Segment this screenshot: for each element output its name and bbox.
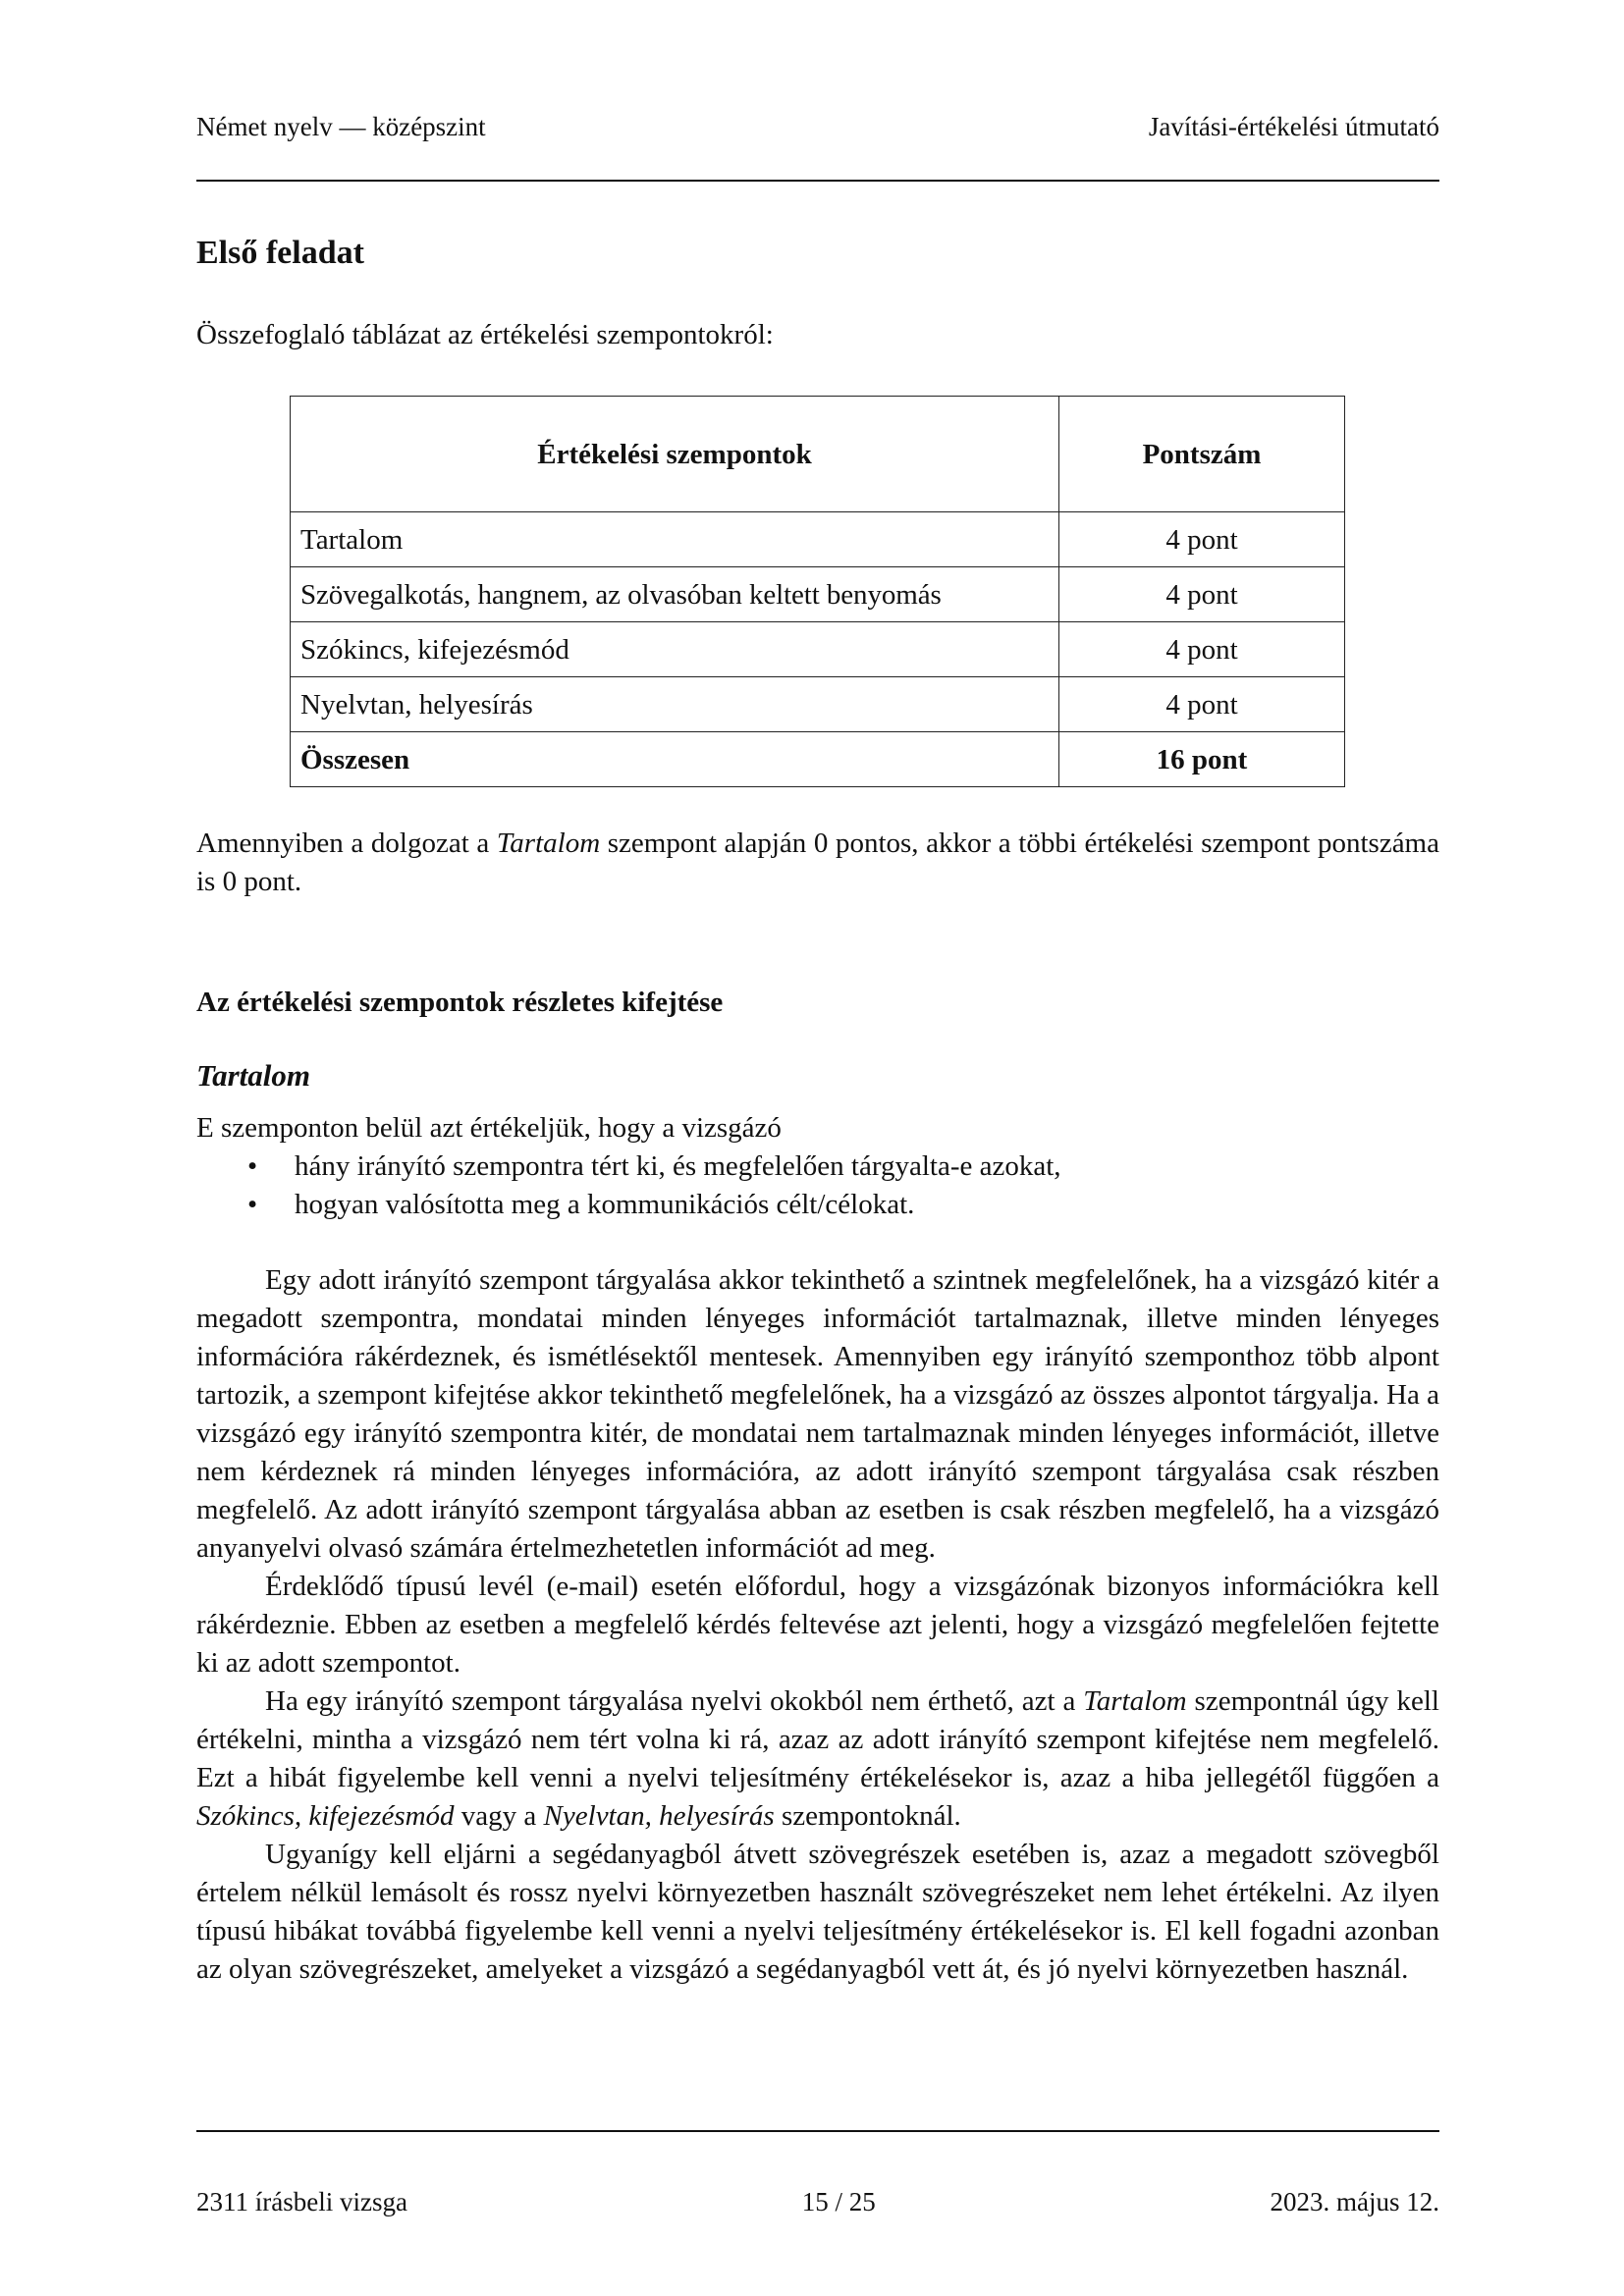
page-number: 15 / 25 [801, 2187, 876, 2216]
points-cell: 4 pont [1059, 677, 1345, 732]
page-footer [196, 2185, 1439, 2218]
list-item-text: hogyan valósította meg a kommunikációs célt/célokat. [295, 1189, 915, 1220]
italic-term: Nyelvtan, helyesírás [543, 1800, 775, 1832]
paragraph: Érdeklődő típusú levél (e-mail) esetén előfordul, hogy a vizsgázónak bizonyos információkra kell rákérdeznie. Ebben az esetben a megfelelő kérdés feltevése azt jelenti, hogy a vizsgázó megfelelően fejtette ki az adott szempontot. [196, 1571, 1439, 1679]
list-item [247, 1148, 1439, 1186]
bullet-list [196, 1148, 1439, 1224]
table-header-row [291, 397, 1345, 512]
note-italic-term: Tartalom [496, 828, 601, 859]
criterion-cell: Nyelvtan, helyesírás [291, 677, 1059, 732]
header-points: Pontszám [1059, 397, 1345, 512]
header-criteria: Értékelési szempontok [291, 397, 1059, 512]
paragraph: Egy adott irányító szempont tárgyalása akkor tekinthető a szintnek megfelelőnek, ha a vizsgázó kitér a megadott szempontra, mondatai minden lényeges információt tartalmaznak, illetve minden lényeges információra rákérdeznek, és ismétlésektől mentesek. Amennyiben egy irányító szemponthoz több alpont tartozik, a szempont kifejtése akkor tekinthető megfelelőnek, ha a vizsgázó az összes alpontot tárgyalja. Ha a vizsgázó egy irányító szempontra kitér, de mondatai nem tartalmaznak minden lényeges információt, illetve nem kérdeznek rá minden lényeges információra, az adott irányító szempont tárgyalása csak részben megfelelő. Az adott irányító szempont tárgyalása abban az esetben is csak részben megfelelő, ha a vizsgázó anyanyelvi olvasó számára értelmezhetetlen információt ad meg. [196, 1264, 1439, 1564]
header-subject: Német nyelv — középszint [196, 112, 486, 141]
table-row [291, 512, 1345, 567]
bullet-icon: • [247, 1150, 258, 1182]
detail-title: Az értékelési szempontok részletes kifejtése [196, 987, 724, 1018]
table-intro: Összefoglaló táblázat az értékelési szempontokról: [196, 319, 774, 350]
table-row [291, 677, 1345, 732]
italic-term: Szókincs, kifejezésmód [196, 1800, 455, 1832]
criterion-cell: Tartalom [291, 512, 1059, 567]
header-doc-type: Javítási-értékelési útmutató [1148, 112, 1439, 141]
italic-term: Tartalom [1083, 1685, 1187, 1717]
header-divider [196, 180, 1439, 182]
note-text-after: szempont alapján 0 pontos, akkor a többi értékelési szempont pontszáma is 0 pont. [196, 828, 1439, 897]
page-content [196, 232, 1439, 1989]
paragraph [196, 1682, 1439, 1836]
paragraph: Ugyanígy kell eljárni a segédanyagból átvett szövegrészek esetében is, azaz a megadott szövegből értelem nélkül lemásolt és rossz nyelvi környezetben használt szövegrészeket nem lehet értékelni. Az ilyen típusú hibákat továbbá figyelembe kell venni a nyelvi teljesítmény értékelésekor is. El kell fogadni azonban az olyan szövegrészeket, amelyeket a vizsgázó a segédanyagból vett át, és jó nyelvi környezetben használ. [196, 1839, 1439, 1985]
criterion-cell: Szókincs, kifejezésmód [291, 622, 1059, 677]
subsection-title: Tartalom [196, 1058, 310, 1093]
page-header [196, 110, 1439, 143]
criterion-cell: Szövegalkotás, hangnem, az olvasóban keltett benyomás [291, 567, 1059, 622]
content-rule-note [196, 825, 1439, 901]
paragraph-text: szempontnál úgy kell értékelni, mintha a vizsgázó nem tért volna ki rá, azaz az adott irányító szempont kifejtése nem megfelelő. Ezt a hibát figyelembe kell venni a nyelvi teljesítmény értékelésekor is, azaz a hiba jellegétől függően a [196, 1685, 1439, 1793]
table-total-row [291, 732, 1345, 787]
list-item [247, 1186, 1439, 1224]
points-cell: 4 pont [1059, 512, 1345, 567]
criteria-table [290, 396, 1345, 787]
points-cell: 4 pont [1059, 622, 1345, 677]
footer-exam-code: 2311 írásbeli vizsga [196, 2187, 407, 2216]
table-row [291, 622, 1345, 677]
list-item-text: hány irányító szempontra tért ki, és megfelelően tárgyalta-e azokat, [295, 1150, 1061, 1182]
total-label: Összesen [291, 732, 1059, 787]
paragraph-text: vagy a [454, 1800, 544, 1832]
paragraph-text: Ha egy irányító szempont tárgyalása nyelvi okokból nem érthető, azt a [265, 1685, 1084, 1717]
total-points: 16 pont [1059, 732, 1345, 787]
paragraph-text: szempontoknál. [774, 1800, 961, 1832]
lead-text: E szemponton belül azt értékeljük, hogy a vizsgázó [196, 1112, 782, 1144]
table-row [291, 567, 1345, 622]
footer-date: 2023. május 12. [1270, 2187, 1439, 2216]
bullet-icon: • [247, 1189, 258, 1220]
note-text-before: Amennyiben a dolgozat a [196, 828, 497, 859]
footer-divider [196, 2130, 1439, 2132]
section-title: Első feladat [196, 235, 364, 271]
points-cell: 4 pont [1059, 567, 1345, 622]
